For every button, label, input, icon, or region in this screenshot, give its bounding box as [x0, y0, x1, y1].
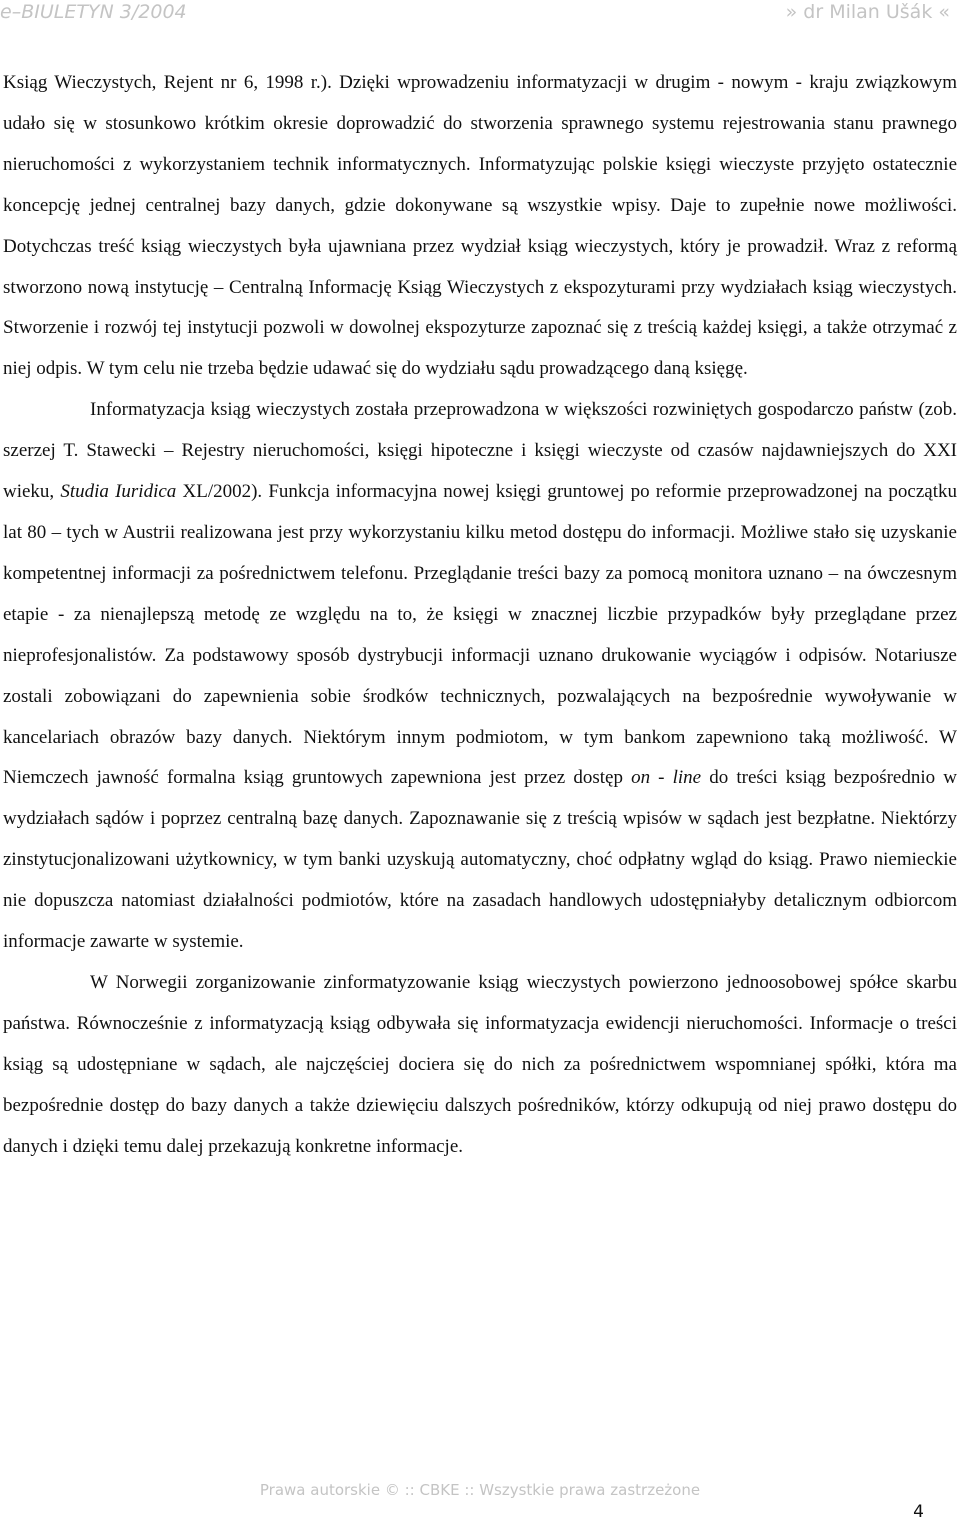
header-issue-title: e–BIULETYN 3/2004 [0, 1, 187, 23]
document-body [3, 63, 957, 1167]
paragraph-text: Ksiąg Wieczystych, Rejent nr 6, 1998 r.). Dzięki wprowadzeniu informatyzacji w drugim - nowym - kraju związkowym udało się w stosunkowo krótkim okresie doprowadzić do stworzenia sprawnego systemu rejestrowania stanu prawnego nieruchomości z wykorzystaniem technik informatycznych. Informatyzując polskie księgi wieczyste przyjęto ostatecznie koncepcję jednej centralnej bazy danych, gdzie dokonywane są wszystkie wpisy. Daje to zupełnie nowe możliwości. Dotychczas treść ksiąg wieczystych była ujawniana przez wydział ksiąg wieczystych, który je prowadził. Wraz z reformą stworzono nową instytucję – Centralną Informację Ksiąg Wieczystych z ekspozyturami przy wydziałach ksiąg wieczystych. Stworzenie i rozwój tej instytucji pozwoli w dowolnej ekspozyturze zapoznać się z treścią każdej księgi, a także otrzymać z niej odpis. W tym celu nie trzeba będzie udawać się do wydziału sądu prowadzącego daną księgę. [3, 72, 957, 380]
paragraph-2 [3, 390, 957, 963]
page-number: 4 [913, 1502, 924, 1522]
copyright-footer: Prawa autorskie © :: CBKE :: Wszystkie prawa zastrzeżone [259, 1481, 701, 1499]
paragraph-text: do treści ksiąg bezpośrednio w wydziałach sądów i poprzez centralną bazę danych. Zapoznawanie się z treścią wpisów w sądach jest bezpłatne. Niektórzy zinstytucjonalizowani użytkownicy, w tym banki uzyskują automatyczny, choć odpłatny wgląd do ksiąg. Prawo niemieckie nie dopuszcza natomiast działalności podmiotów, które na zasadach handlowych udostępniałyby detalicznym odbiorcom informacje zawarte w systemie. [3, 767, 957, 953]
paragraph-text: W Norwegii zorganizowanie zinformatyzowanie ksiąg wieczystych powierzono jednoosobowej spółce skarbu państwa. Równocześnie z informatyzacją ksiąg odbywała się informatyzacja ewidencji nieruchomości. Informacje o treści ksiąg są udostępniane w sądach, ale najczęściej dociera się do nich za pośrednictwem wspomnianej spółki, która ma bezpośrednie dostęp do bazy danych a także dziewięciu dalszych pośredników, którzy odkupują od niej prawo dostępu do danych i dzięki temu dalej przekazują konkretne informacje. [3, 971, 957, 1157]
journal-title-italic: Studia Iuridica [60, 481, 177, 503]
paragraph-text: XL/2002). Funkcja informacyjna nowej księgi gruntowej po reformie przeprowadzonej na początku lat 80 – tych w Austrii realizowana jest przy wykorzystaniu kilku metod dostępu do informacji. Możliwe stało się uzyskanie kompetentnej informacji za pośrednictwem telefonu. Przeglądanie treści bazy za pomocą monitora uznano – na ówczesnym etapie - za nienajlepszą metodę ze względu na to, że księgi w znacznej liczbie przypadków były przeglądane przez nieprofesjonalistów. Za podstawowy sposób dystrybucji informacji uznano drukowanie wyciągów i odpisów. Notariusze zostali zobowiązani do zapewnienia sobie środków technicznych, pozwalających na bezpośrednie wywoływanie w kancelariach obrazów bazy danych. Niektórym innym podmiotom, w tym bankom zapewniono taką możliwość. W Niemczech jawność formalna ksiąg gruntowych zapewniona jest przez dostęp [3, 481, 957, 789]
paragraph-text: Informatyzacja ksiąg wieczystych została przeprowadzona w większości rozwiniętych gospodarczo państw (zob. szerzej T. Stawecki – Rejestry nieruchomości, księgi hipoteczne i księgi wieczyste od czasów najdawniejszych do XXI wieku, [3, 399, 957, 503]
header-author: » dr Milan Ušák « [785, 1, 950, 23]
paragraph-1 [3, 63, 957, 390]
paragraph-3 [3, 963, 957, 1168]
online-term-italic: on - line [631, 767, 702, 789]
